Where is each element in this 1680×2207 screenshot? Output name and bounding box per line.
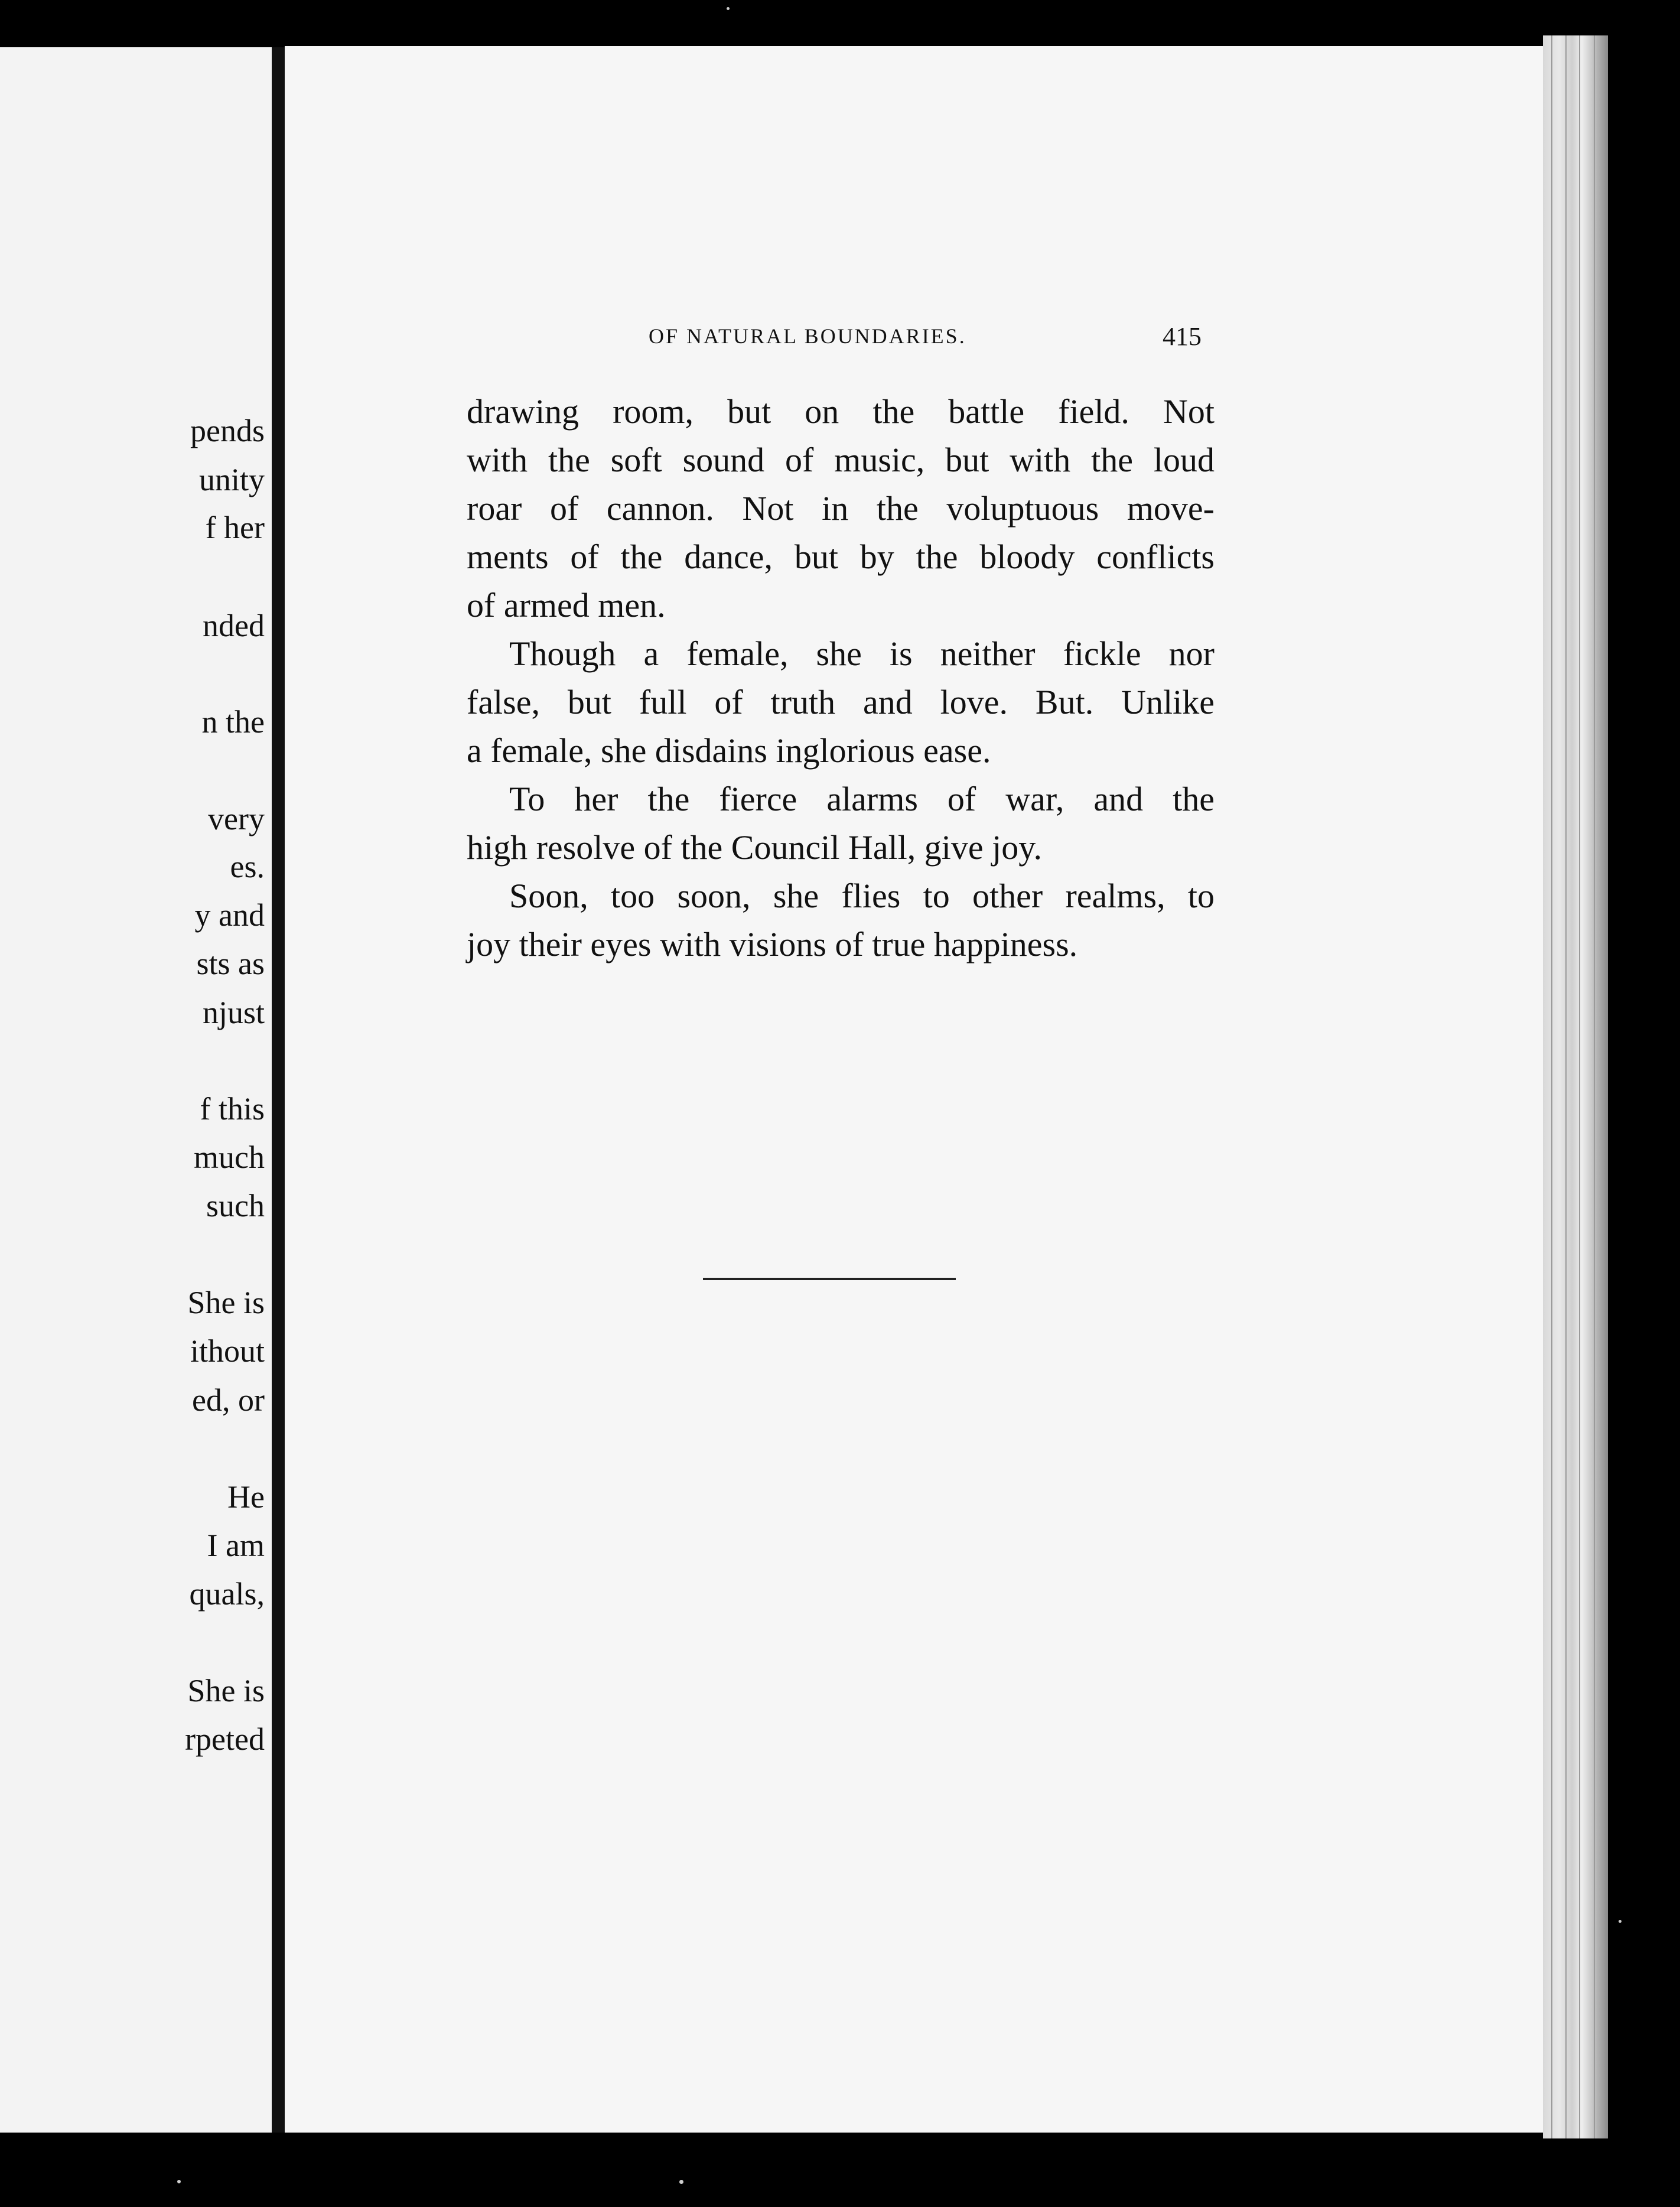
book-gutter: [272, 47, 285, 2133]
left-page-fragment: y and: [194, 897, 265, 933]
left-page-fragment: njust: [202, 995, 265, 1030]
left-page-fragment: unity: [198, 462, 265, 497]
left-page-fragment: She is: [187, 1673, 265, 1708]
left-page-fragment: quals,: [189, 1576, 265, 1612]
left-page-fragment: pends: [190, 413, 265, 448]
text-line: Soon, too soon, she flies to other realms, to: [509, 877, 1215, 915]
text-line: joy their eyes with visions of true happiness.: [467, 925, 1078, 963]
text-line: false, but full of truth and love. But. Unlike: [467, 683, 1215, 721]
text-line: high resolve of the Council Hall, give joy.: [467, 828, 1042, 867]
left-page-fragment: nded: [203, 608, 265, 643]
left-page-fragment: n the: [201, 704, 265, 740]
left-page-fragment: ithout: [190, 1333, 265, 1369]
text-line: Though a female, she is neither fickle nor: [509, 634, 1215, 673]
text-line: with the soft sound of music, but with the loud: [467, 441, 1215, 479]
left-page-fragment: such: [206, 1188, 265, 1223]
left-page-fragment: She is: [187, 1285, 265, 1320]
left-page-fragment: very: [208, 801, 265, 836]
left-page-fragment: much: [194, 1140, 265, 1175]
page-number: 415: [1163, 322, 1202, 351]
left-page-fragment: I am: [207, 1528, 265, 1563]
text-line: a female, she disdains inglorious ease.: [467, 731, 991, 770]
text-line: ments of the dance, but by the bloody conflicts: [467, 538, 1215, 576]
left-page-fragment: rpeted: [185, 1721, 265, 1757]
left-page: [0, 47, 272, 2133]
page-edge: [1543, 35, 1608, 2138]
left-page-fragment: He: [227, 1479, 265, 1515]
text-line: drawing room, but on the battle field. Not: [467, 392, 1215, 431]
left-page-fragment: ed, or: [192, 1382, 265, 1418]
left-page-fragment: f this: [200, 1091, 265, 1127]
body-text: [467, 388, 1215, 969]
left-page-fragment: sts as: [196, 946, 265, 981]
running-head: OF NATURAL BOUNDARIES.: [649, 324, 966, 348]
text-line: roar of cannon. Not in the voluptuous move-: [467, 489, 1215, 528]
right-page: [285, 46, 1543, 2133]
left-page-fragment: es.: [230, 849, 265, 884]
section-rule: [703, 1278, 956, 1280]
text-line: of armed men.: [467, 586, 666, 624]
left-page-fragment: f her: [205, 510, 265, 545]
text-line: To her the fierce alarms of war, and the: [509, 780, 1215, 818]
